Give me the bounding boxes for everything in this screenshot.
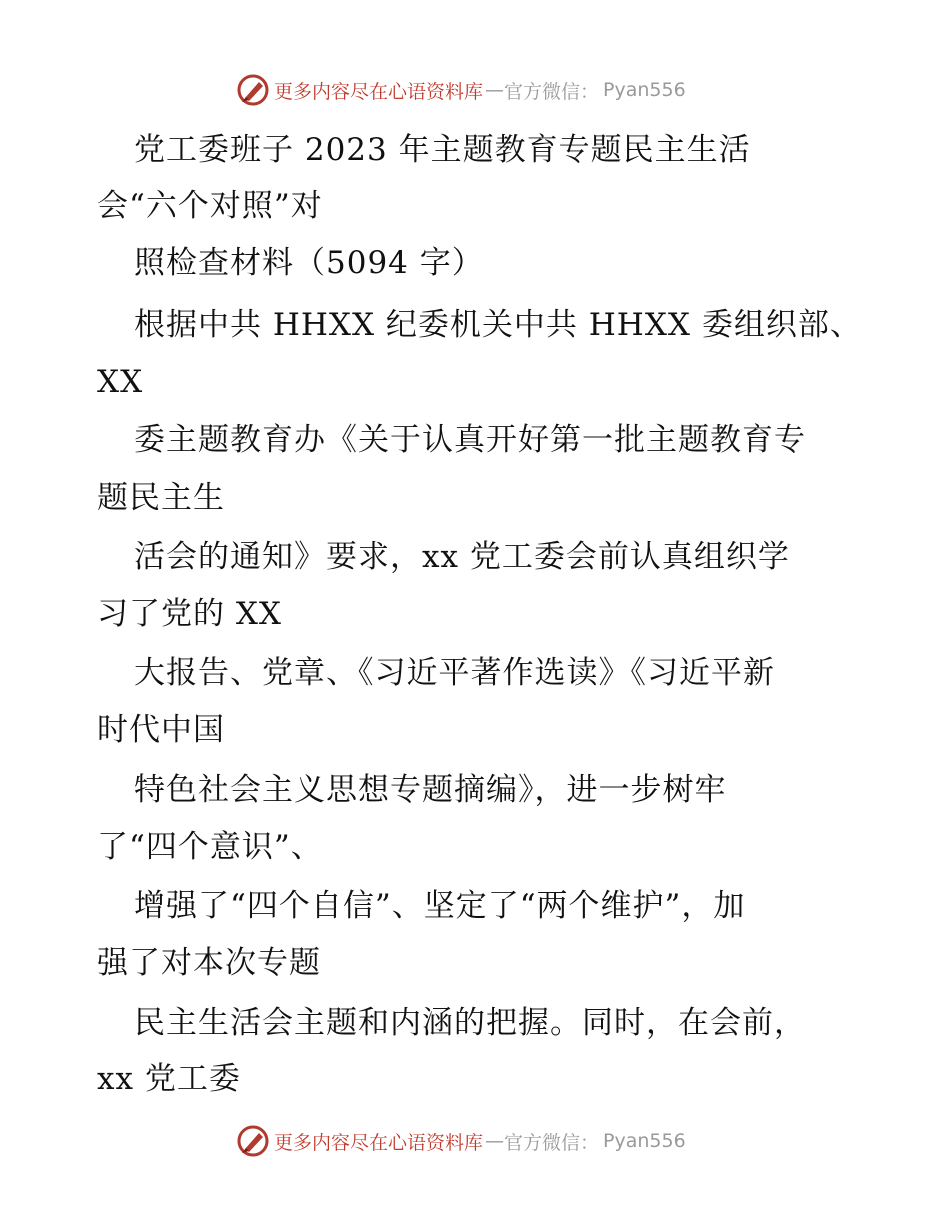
body-line: 强了对本次专题: [97, 945, 321, 981]
body-line: 时代中国: [97, 712, 225, 748]
body-line: 增强了“四个自信”、坚定了“两个维护”，加: [134, 888, 746, 924]
banner-main-text: 更多内容尽在心语资料库: [274, 1131, 484, 1154]
body-line: 委主题教育办《关于认真开好第一批主题教育专: [134, 422, 806, 458]
body-line: 习了党的 XX: [97, 596, 282, 632]
banner-dash: —: [485, 79, 505, 101]
title-line-3: 照检查材料（5094 字）: [134, 245, 484, 281]
footer-watermark-banner: [236, 1124, 686, 1158]
banner-wechat-id: Pyan556: [603, 79, 686, 101]
banner-dash: —: [485, 1130, 505, 1152]
title-line-2: 会“六个对照”对: [97, 188, 323, 224]
body-line: 根据中共 HHXX 纪委机关中共 HHXX 委组织部、: [134, 307, 862, 343]
banner-main-text: 更多内容尽在心语资料库: [274, 80, 484, 103]
pen-logo-icon: [236, 73, 270, 107]
header-watermark-banner: [236, 73, 686, 107]
body-line: XX: [97, 364, 144, 400]
body-line: xx 党工委: [97, 1061, 241, 1097]
banner-wechat-label: 官方微信：: [504, 80, 600, 103]
body-line: 题民主生: [97, 480, 225, 516]
banner-wechat-label: 官方微信：: [504, 1131, 600, 1154]
body-line: 活会的通知》要求，xx 党工委会前认真组织学: [134, 539, 790, 575]
body-line: 特色社会主义思想专题摘编》，进一步树牢: [134, 772, 727, 808]
banner-wechat-id: Pyan556: [603, 1130, 686, 1152]
pen-logo-icon: [236, 1124, 270, 1158]
body-line: 大报告、党章、《习近平著作选读》《习近平新: [134, 655, 775, 691]
body-line: 民主生活会主题和内涵的把握。同时，在会前，: [134, 1005, 806, 1041]
title-line-1: 党工委班子 2023 年主题教育专题民主生活: [134, 132, 751, 168]
body-line: 了“四个意识”、: [97, 829, 323, 865]
